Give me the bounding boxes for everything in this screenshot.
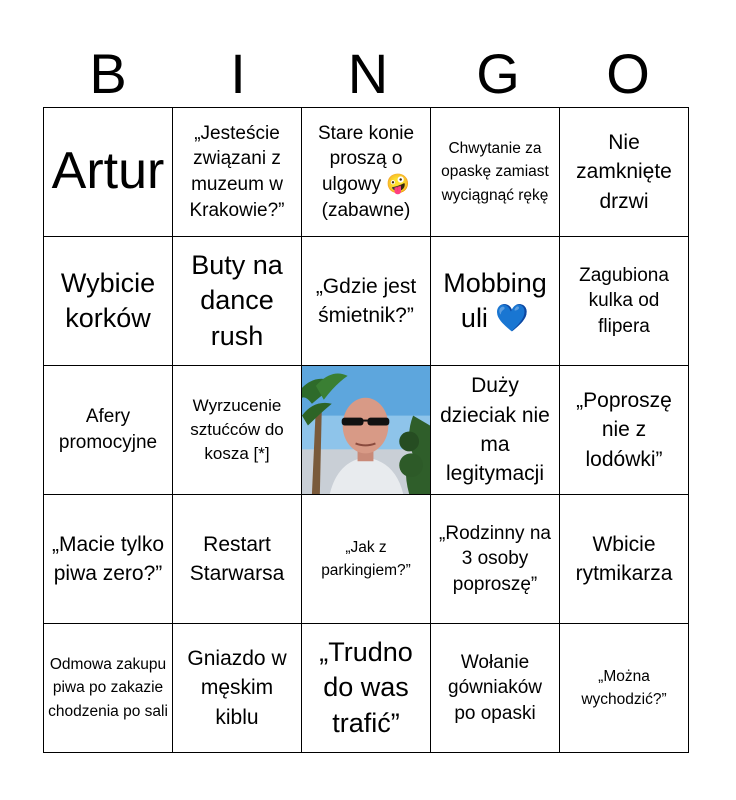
bingo-cell[interactable]: „Macie tylko piwa zero?” (44, 495, 173, 624)
bingo-cell[interactable]: Wybicie korków (44, 237, 173, 366)
bingo-cell[interactable]: Afery promocyjne (44, 366, 173, 495)
board-row (44, 366, 689, 495)
header-letter-o: O (606, 42, 650, 105)
bingo-cell[interactable]: Zagubiona kulka od flipera (560, 237, 689, 366)
bingo-cell[interactable]: Wbicie rytmikarza (560, 495, 689, 624)
bingo-cell[interactable]: „Jak z parkingiem?” (302, 495, 431, 624)
bingo-cell[interactable]: Artur (44, 108, 173, 237)
bingo-cell[interactable]: Gniazdo w męskim kiblu (173, 624, 302, 753)
bingo-cell[interactable]: „Gdzie jest śmietnik?” (302, 237, 431, 366)
bingo-cell[interactable]: Mobbing uli 💙 (431, 237, 560, 366)
header-letter-i: I (230, 42, 246, 105)
bingo-cell[interactable]: Wołanie gówniaków po opaski (431, 624, 560, 753)
bingo-cell[interactable]: „Rodzinny na 3 osoby poproszę” (431, 495, 560, 624)
header-letter-b: B (89, 42, 127, 105)
bingo-board (43, 107, 689, 753)
board-row (44, 624, 689, 753)
board-row (44, 495, 689, 624)
bingo-cell[interactable]: Nie zamknięte drzwi (560, 108, 689, 237)
bingo-cell[interactable]: Stare konie proszą o ulgowy 🤪 (zabawne) (302, 108, 431, 237)
bingo-cell[interactable]: Buty na dance rush (173, 237, 302, 366)
header-letter-g: G (476, 42, 520, 105)
bingo-cell[interactable]: Restart Starwarsa (173, 495, 302, 624)
header-letter-n: N (347, 42, 389, 105)
bingo-cell[interactable]: Wyrzucenie sztućców do kosza [*] (173, 366, 302, 495)
board-row (44, 108, 689, 237)
bingo-cell[interactable]: „Można wychodzić?” (560, 624, 689, 753)
bingo-cell[interactable]: „Jesteście związani z muzeum w Krakowie?” (173, 108, 302, 237)
bingo-cell[interactable]: Duży dzieciak nie ma legitymacji (431, 366, 560, 495)
bingo-cell[interactable]: „Poproszę nie z lodówki” (560, 366, 689, 495)
bingo-header (43, 40, 693, 108)
bingo-cell[interactable]: „Trudno do was trafić” (302, 624, 431, 753)
portrait-photo-icon (302, 366, 430, 494)
bingo-cell[interactable]: Chwytanie za opaskę zamiast wyciągnąć rękę (431, 108, 560, 237)
bingo-free-cell[interactable] (302, 366, 431, 495)
bingo-cell[interactable]: Odmowa zakupu piwa po zakazie chodzenia po sali (44, 624, 173, 753)
board-row (44, 237, 689, 366)
